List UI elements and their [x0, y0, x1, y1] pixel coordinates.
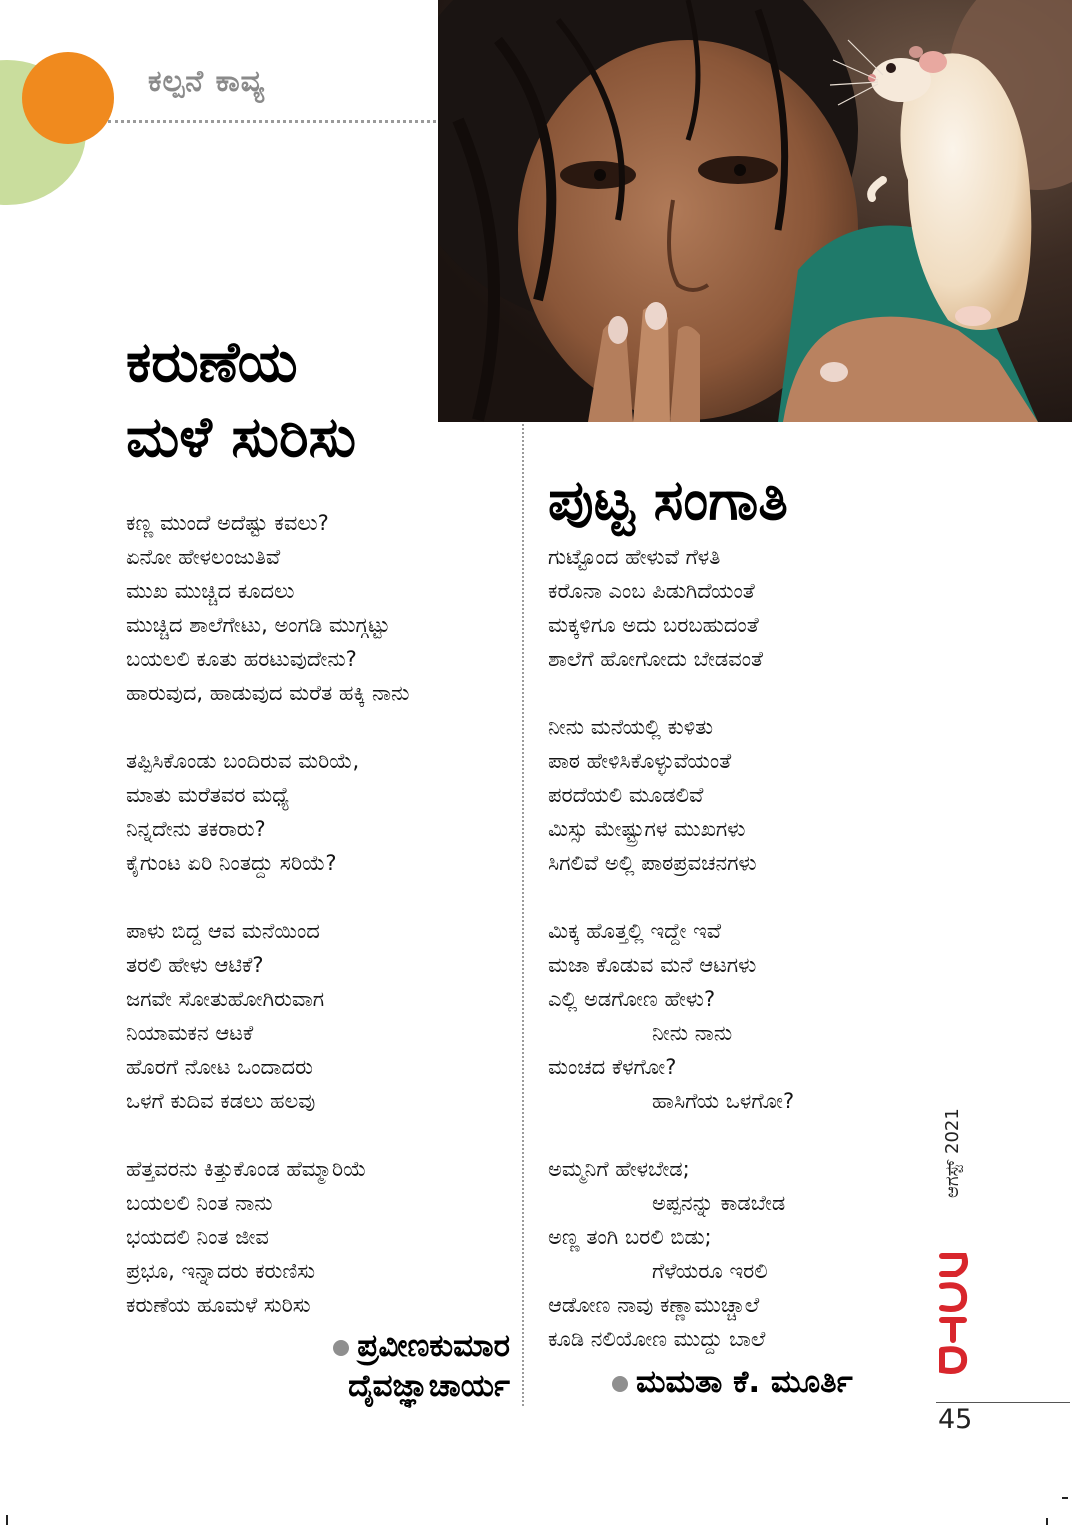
- section-dotted-rule: [108, 120, 436, 123]
- poem-line: ಹೊರಗೆ ನೋಟ ಒಂದಾದರು: [126, 1055, 313, 1079]
- poem-line: ಮಿಕ್ಕ ಹೊತ್ತಲ್ಲಿ ಇದ್ದೇ ಇವೆ: [548, 919, 722, 943]
- issue-date: [940, 1108, 966, 1200]
- poem-line: ಮಿಸ್ಸು ಮೇಷ್ಟ್ರುಗಳ ಮುಖಗಳು: [548, 817, 746, 841]
- poem-line: ಒಳಗೆ ಕುದಿವ ಕಡಲು ಹಲವು: [126, 1089, 316, 1113]
- author-second-line: ದೈವಜ್ಞಾಚಾರ್ಯ: [348, 1368, 510, 1404]
- poem1-stanza-2: [126, 744, 359, 880]
- poem-line: ಮುಖ ಮುಚ್ಚಿದ ಕೂದಲು: [126, 579, 295, 603]
- issue-date-text: ಆಗಸ್ಟ್ 2021: [942, 1108, 963, 1198]
- poem-line: ಸಿಗಲಿವೆ ಅಲ್ಲಿ ಪಾಠಪ್ರವಚನಗಳು: [548, 851, 757, 875]
- poem-line: ಗುಟ್ಟೊಂದ ಹೇಳುವೆ ಗೆಳತಿ: [548, 545, 721, 569]
- poem-line: ಶಾಲೆಗೆ ಹೋಗೋದು ಬೇಡವಂತೆ: [548, 647, 764, 671]
- poem-line: ಅಮ್ಮನಿಗೆ ಹೇಳಬೇಡ;: [548, 1157, 690, 1181]
- poem-line: ಕೂಡಿ ನಲಿಯೋಣ ಮುದ್ದು ಬಾಲೆ: [548, 1327, 766, 1351]
- poem1-title-line1: ಕರುಣೆಯ: [126, 330, 298, 395]
- bullet-icon: [612, 1376, 628, 1392]
- poem-line: ನೀನು ನಾನು: [652, 1021, 733, 1045]
- column-divider: [522, 424, 524, 1406]
- poem-line: ಬಯಲಲಿ ನಿಂತ ನಾನು: [126, 1191, 273, 1215]
- mayura-logo: [936, 1248, 970, 1378]
- poem-line: ಬಯಲಲಿ ಕೂತು ಹರಟುವುದೇನು?: [126, 647, 357, 671]
- poem-line: ಪರದೆಯಲಿ ಮೂಡಲಿವೆ: [548, 783, 704, 807]
- poem2-stanza-2: [548, 710, 757, 880]
- poem-line: ಮಂಚದ ಕೆಳಗೋ?: [548, 1055, 677, 1079]
- poem-line: ತಪ್ಪಿಸಿಕೊಂಡು ಬಂದಿರುವ ಮರಿಯೆ,: [126, 749, 360, 773]
- poem-line: ಮಾತು ಮರೆತವರ ಮಧ್ಯೆ: [126, 783, 290, 807]
- poem-line: ಎಲ್ಲಿ ಅಡಗೋಣ ಹೇಳು?: [548, 987, 716, 1011]
- poem2-stanza-1: [548, 540, 763, 676]
- poem1-author: [333, 1326, 510, 1406]
- poem-line: ನೀನು ಮನೆಯಲ್ಲಿ ಕುಳಿತು: [548, 715, 713, 739]
- poem2-title: ಪುಟ್ಟ ಸಂಗಾತಿ: [548, 468, 788, 533]
- author-name: ಮಮತಾ ಕೆ. ಮೂರ್ತಿ: [636, 1364, 853, 1400]
- section-label: ಕಲ್ಪನೆ ಕಾವ್ಯ: [148, 64, 266, 99]
- poem-line: ಭಯದಲಿ ನಿಂತ ಜೀವ: [126, 1225, 269, 1249]
- poem2-stanza-4: [548, 1152, 785, 1356]
- poem-line: ಆಡೋಣ ನಾವು ಕಣ್ಣಾಮುಚ್ಚಾಲೆ: [548, 1293, 760, 1317]
- poem-line: ಕರೊನಾ ಎಂಬ ಪಿಡುಗಿದೆಯಂತೆ: [548, 579, 755, 603]
- poem-line: ಮಜಾ ಕೊಡುವ ಮನೆ ಆಟಗಳು: [548, 953, 757, 977]
- bullet-icon: [333, 1340, 349, 1356]
- poem-line: ಅಣ್ಣ ತಂಗಿ ಬರಲಿ ಬಿಡು;: [548, 1225, 712, 1249]
- author-first-line: ಪ್ರವೀಣಕುಮಾರ: [357, 1328, 510, 1364]
- poem-line: ಕರುಣೆಯ ಹೂಮಳೆ ಸುರಿಸು: [126, 1293, 311, 1317]
- poem-line: ಮುಚ್ಚಿದ ಶಾಲೆಗೇಟು, ಅಂಗಡಿ ಮುಗ್ಗಟ್ಟು: [126, 613, 390, 637]
- poem2-author: [612, 1362, 853, 1402]
- poem-line: ಹೆತ್ತವರನು ಕಿತ್ತುಕೊಂಡ ಹೆಮ್ಮಾರಿಯೆ: [126, 1157, 367, 1181]
- photo-girl-with-hamster: [438, 0, 1072, 422]
- poem-line: ತರಲಿ ಹೇಳು ಆಟಿಕೆ?: [126, 953, 264, 977]
- poem-line: ನಿಯಾಮಕನ ಆಟಕೆ: [126, 1021, 254, 1045]
- poem1-stanza-4: [126, 1152, 366, 1322]
- poem-line: ಪಾಳು ಬಿದ್ದ ಆವ ಮನೆಯಿಂದ: [126, 919, 320, 943]
- poem-line: ಪಾಠ ಹೇಳಿಸಿಕೊಳ್ಳುವೆಯಂತೆ: [548, 749, 732, 773]
- poem1-stanza-3: [126, 914, 324, 1118]
- page-number: 45: [938, 1404, 973, 1435]
- poem-line: ಪ್ರಭೂ, ಇನ್ನಾದರು ಕರುಣಿಸು: [126, 1259, 316, 1283]
- poem-line: ಅಪ್ಪನನ್ನು ಕಾಡಬೇಡ: [652, 1191, 786, 1215]
- decorative-orange-circle: [22, 52, 114, 144]
- poem-line: ನಿನ್ನದೇನು ತಕರಾರು?: [126, 817, 266, 841]
- poem-line: ಏನೋ ಹೇಳಲಂಜುತಿವೆ: [126, 545, 281, 569]
- poem-line: ಹಾಸಿಗೆಯ ಒಳಗೋ?: [652, 1089, 795, 1113]
- poem1-title-line2: ಮಳೆ ಸುರಿಸು: [126, 405, 357, 470]
- poem-line: ಗೆಳೆಯರೂ ಇರಲಿ: [652, 1259, 768, 1283]
- crop-mark: [6, 1515, 8, 1525]
- poem2-stanza-3: [548, 914, 794, 1118]
- crop-mark: [1046, 1518, 1048, 1525]
- page-number-rule: [936, 1402, 1070, 1403]
- crop-mark: [1062, 1497, 1068, 1499]
- poem-line: ಹಾರುವುದ, ಹಾಡುವುದ ಮರೆತ ಹಕ್ಕಿ ನಾನು: [126, 681, 410, 705]
- poem-line: ಕಣ್ಣ ಮುಂದೆ ಅದೆಷ್ಟು ಕವಲು?: [126, 511, 329, 535]
- poem-line: ಕೈಗುಂಟ ಏರಿ ನಿಂತದ್ದು ಸರಿಯೆ?: [126, 851, 337, 875]
- poem1-stanza-1: [126, 506, 409, 710]
- poem-line: ಮಕ್ಕಳಿಗೂ ಅದು ಬರಬಹುದಂತೆ: [548, 613, 759, 637]
- poem-line: ಜಗವೇ ಸೋತುಹೋಗಿರುವಾಗ: [126, 987, 325, 1011]
